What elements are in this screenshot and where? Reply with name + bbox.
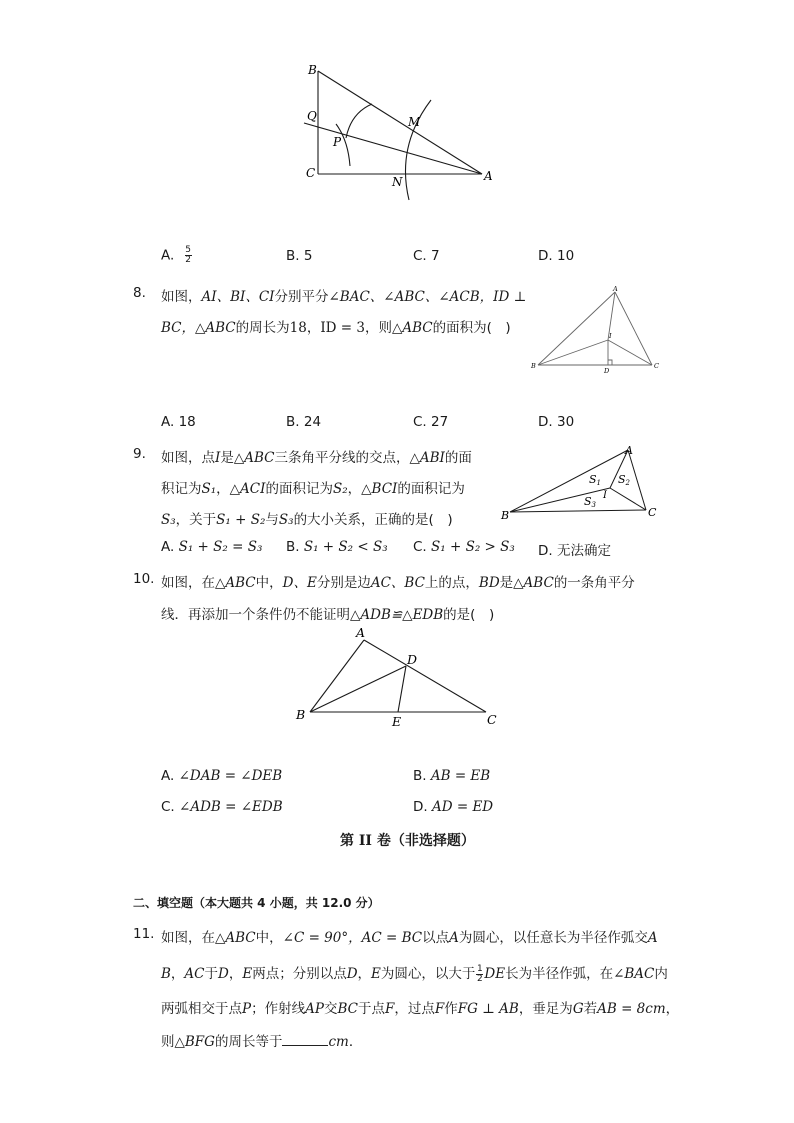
q9-stem-line3: S₃，关于S₁ + S₂与S₃的大小关系，正确的是( ) [161,512,453,528]
q10-figure [290,622,506,732]
segment-bd [310,666,406,712]
option-text: AD = ED [431,799,494,815]
q8-figure [528,284,666,376]
label-e: E [392,714,402,729]
part-ii-title: 第 II 卷（非选择题） [340,833,475,849]
option-letter: C. [413,414,427,430]
label-c: C [306,166,316,180]
label-n: N [392,175,403,189]
q10-stem-line2: 线．再添加一个条件仍不能证明△ADB≌△EDB的是( ) [161,607,495,623]
q11-stem-line2: B，AC于D，E两点；分别以点D，E为圆心，以大于 $\frac{1}{2}$ DE长为半径作弧，在∠BAC内 [161,963,668,984]
segment-ba [510,450,628,512]
option-letter: A. [161,539,175,555]
label-d: D [407,652,418,667]
option-letter: B. [286,248,300,264]
option-text: 24 [303,414,322,430]
label-a: A [484,169,493,183]
label-q: Q [307,109,317,123]
q10-number: 10. [133,571,155,587]
q8-option-a[interactable] [161,414,196,430]
q11-stem-line4: 则△BFG的周长等于 cm． [161,1034,363,1050]
q11-stem-line1: 如图，在△ABC中，∠C = 90°，AC = BC以点A为圆心，以任意长为半径作弧交A [161,930,658,946]
option-letter: C. [161,799,175,815]
label-s1: S1 [589,473,602,487]
fraction [185,246,192,265]
q7-figure [296,58,506,208]
option-letter: B. [286,539,300,555]
fraction-numerator: 5 [185,245,191,255]
label-m: M [408,115,421,129]
label-p: P [333,135,342,149]
label-c: C [654,362,659,370]
label-b: B [531,362,536,370]
option-text: 18 [178,414,196,430]
q10-option-b[interactable] [413,768,490,784]
label-i: I [603,490,607,501]
label-b: B [501,509,510,522]
label-d: D [604,367,610,375]
q8-stem-line2: BC，△ABC的周长为18，ID = 3，则△ABC的面积为( ) [161,320,511,336]
q9-option-c[interactable] [413,539,515,555]
q8-number: 8. [133,285,146,301]
segment-ac [364,640,486,712]
q7-option-a[interactable] [161,246,192,265]
label-i: I [609,332,612,340]
option-text: ∠ADB = ∠EDB [179,799,283,815]
q9-option-d[interactable] [538,539,611,559]
label-a: A [613,285,618,293]
option-letter: B. [413,768,427,784]
label-s2: S2 [618,473,631,487]
option-text: 10 [556,248,575,264]
q9-option-a[interactable] [161,539,262,555]
segment-ba [538,292,615,365]
section-heading: 二、填空题（本大题共 4 小题，共 12.0 分） [133,896,380,910]
q11-number: 11. [133,926,155,942]
option-text: AB = EB [430,768,491,784]
q10-option-a[interactable] [161,768,282,784]
option-letter: C. [413,539,427,555]
answer-blank[interactable] [282,1033,328,1046]
q7-option-d[interactable] [538,248,574,264]
ray-ap [304,123,482,174]
q11-stem-line3: 两弧相交于点P；作射线AP交BC于点F，过点F作FG ⊥ AB，垂足为G若AB = 8cm， [161,1001,680,1017]
arc-p-upper [346,104,372,138]
option-letter: A. [161,414,175,430]
option-letter: D. [413,799,428,815]
option-text: S₁ + S₂ > S₃ [431,539,515,555]
q8-stem-line1: 如图，AI、BI、CI分别平分∠BAC、∠ABC、∠ACB，ID ⊥ [161,289,527,305]
option-letter: D. [538,543,553,559]
option-text: 5 [303,248,313,264]
q10-stem-line1: 如图，在△ABC中，D、E分别是边AC、BC上的点，BD是△ABC的一条角平分 [161,575,635,591]
option-letter: A. [161,247,175,264]
label-a: A [625,444,633,457]
right-angle-mark [608,360,612,365]
fraction-denominator: 2 [185,255,191,265]
q8-option-b[interactable] [286,414,321,430]
label-c: C [648,506,657,519]
option-text: ∠DAB = ∠DEB [178,768,283,784]
q8-option-d[interactable] [538,414,574,430]
option-letter: A. [161,768,175,784]
option-text: 7 [431,248,440,264]
q10-option-d[interactable] [413,799,493,815]
option-text: 30 [556,414,575,430]
q9-stem-line2: 积记为S₁，△ACI的面积记为S₂，△BCI的面积记为 [161,481,465,497]
label-s3: S3 [584,495,597,509]
option-letter: D. [538,414,553,430]
option-text: 无法确定 [556,543,611,559]
segment-bc [510,510,646,512]
segment-ba [310,640,364,712]
segment-de [398,666,406,712]
label-b: B [308,63,317,77]
q9-figure [498,442,664,524]
option-letter: B. [286,414,300,430]
q9-option-b[interactable] [286,539,388,555]
label-b: B [296,707,306,722]
q7-option-b[interactable] [286,248,312,264]
q8-option-c[interactable] [413,414,448,430]
label-c: C [487,712,497,727]
fraction-half: $\frac{1}{2}$ [477,963,483,984]
option-letter: D. [538,248,553,264]
q9-stem-line1: 如图，点I是△ABC三条角平分线的交点，△ABI的面 [161,450,472,466]
segment-bi [538,340,608,365]
option-text: S₁ + S₂ < S₃ [303,539,388,555]
option-text: 27 [431,414,449,430]
option-text: S₁ + S₂ = S₃ [178,539,263,555]
q10-option-c[interactable] [161,799,283,815]
option-letter: C. [413,248,427,264]
label-a: A [356,625,366,640]
q9-number: 9. [133,446,146,462]
segment-ba [318,71,482,174]
q7-option-c[interactable] [413,248,440,264]
